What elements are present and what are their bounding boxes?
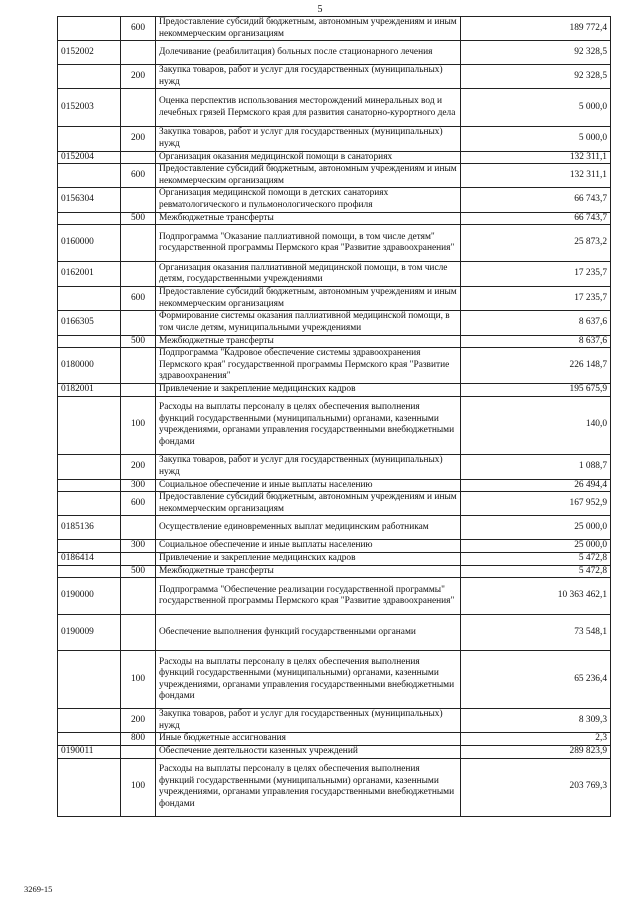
row-sum: 189 772,4 — [461, 17, 611, 41]
row-sum: 25 873,2 — [461, 225, 611, 262]
table-row — [58, 127, 611, 151]
row-code — [58, 651, 121, 709]
row-expense-type — [121, 578, 156, 615]
row-code: 0190011 — [58, 746, 121, 759]
row-code — [58, 733, 121, 746]
row-code: 0156304 — [58, 188, 121, 212]
table-row — [58, 733, 611, 746]
row-expense-type — [121, 384, 156, 397]
row-sum: 203 769,3 — [461, 758, 611, 816]
row-sum: 66 743,7 — [461, 188, 611, 212]
row-name: Долечивание (реабилитация) больных после стационарного лечения — [156, 41, 461, 65]
row-expense-type: 300 — [121, 540, 156, 553]
row-name: Организация оказания паллиативной медицинской помощи, в том числе детям, государственными учреждениями — [156, 262, 461, 287]
row-name: Предоставление субсидий бюджетным, автономным учреждениям и иным некоммерческим организациям — [156, 17, 461, 41]
table-row — [58, 578, 611, 615]
row-code — [58, 17, 121, 41]
table-row — [58, 516, 611, 540]
row-expense-type — [121, 746, 156, 759]
table-row — [58, 287, 611, 311]
row-sum: 140,0 — [461, 396, 611, 454]
row-expense-type: 100 — [121, 396, 156, 454]
row-name: Предоставление субсидий бюджетным, автономным учреждениям и иным некоммерческим организациям — [156, 287, 461, 311]
table-row — [58, 454, 611, 479]
row-sum: 25 000,0 — [461, 516, 611, 540]
row-code — [58, 454, 121, 479]
row-expense-type: 100 — [121, 651, 156, 709]
row-name: Подпрограмма "Обеспечение реализации государственной программы" государственной программы Пермского края "Развитие здравоохранения" — [156, 578, 461, 615]
table-row — [58, 335, 611, 348]
row-expense-type: 100 — [121, 758, 156, 816]
row-name: Предоставление субсидий бюджетным, автономным учреждениям и иным некоммерческим организациям — [156, 164, 461, 188]
table-row — [58, 651, 611, 709]
row-name: Привлечение и закрепление медицинских кадров — [156, 384, 461, 397]
row-code: 0152004 — [58, 151, 121, 164]
row-code — [58, 335, 121, 348]
row-code: 0182001 — [58, 384, 121, 397]
row-expense-type — [121, 89, 156, 127]
row-expense-type: 600 — [121, 287, 156, 311]
row-sum: 5 000,0 — [461, 127, 611, 151]
row-code: 0180000 — [58, 348, 121, 384]
row-name: Расходы на выплаты персоналу в целях обеспечения выполнения функций государственными (муниципальными) органами, казенными учреждениями, органами управления государственными внебюджетными фондами — [156, 758, 461, 816]
table-row — [58, 758, 611, 816]
table-row — [58, 553, 611, 566]
table-row — [58, 262, 611, 287]
row-name: Межбюджетные трансферты — [156, 335, 461, 348]
row-sum: 66 743,7 — [461, 212, 611, 225]
row-expense-type: 300 — [121, 479, 156, 492]
row-expense-type — [121, 553, 156, 566]
row-expense-type — [121, 151, 156, 164]
table-row — [58, 746, 611, 759]
row-code — [58, 65, 121, 89]
row-name: Организация оказания медицинской помощи в санаториях — [156, 151, 461, 164]
row-sum: 289 823,9 — [461, 746, 611, 759]
row-sum: 5 472,8 — [461, 565, 611, 578]
row-code: 0162001 — [58, 262, 121, 287]
row-code — [58, 127, 121, 151]
row-expense-type: 200 — [121, 127, 156, 151]
row-sum: 25 000,0 — [461, 540, 611, 553]
row-code: 0190009 — [58, 615, 121, 651]
row-code: 0186414 — [58, 553, 121, 566]
table-row — [58, 164, 611, 188]
row-name: Межбюджетные трансферты — [156, 212, 461, 225]
row-code: 0152003 — [58, 89, 121, 127]
row-code: 0185136 — [58, 516, 121, 540]
row-name: Закупка товаров, работ и услуг для государственных (муниципальных) нужд — [156, 127, 461, 151]
row-name: Социальное обеспечение и иные выплаты населению — [156, 540, 461, 553]
row-name: Осуществление единовременных выплат медицинским работникам — [156, 516, 461, 540]
row-code — [58, 212, 121, 225]
row-sum: 65 236,4 — [461, 651, 611, 709]
table-row — [58, 396, 611, 454]
row-expense-type — [121, 516, 156, 540]
row-code: 0152002 — [58, 41, 121, 65]
row-expense-type: 200 — [121, 709, 156, 733]
row-name: Закупка товаров, работ и услуг для государственных (муниципальных) нужд — [156, 709, 461, 733]
row-expense-type: 800 — [121, 733, 156, 746]
row-name: Привлечение и закрепление медицинских кадров — [156, 553, 461, 566]
row-code: 0166305 — [58, 311, 121, 335]
row-sum: 1 088,7 — [461, 454, 611, 479]
page-number: 5 — [317, 4, 323, 15]
row-code — [58, 492, 121, 516]
row-name: Закупка товаров, работ и услуг для государственных (муниципальных) нужд — [156, 454, 461, 479]
table-row — [58, 311, 611, 335]
row-code: 0190000 — [58, 578, 121, 615]
row-name: Подпрограмма "Кадровое обеспечение системы здравоохранения Пермского края" государственной программы Пермского края "Развитие здравоохранения" — [156, 348, 461, 384]
row-sum: 5 000,0 — [461, 89, 611, 127]
table-row — [58, 89, 611, 127]
row-name: Расходы на выплаты персоналу в целях обеспечения выполнения функций государственными (муниципальными) органами, казенными учреждениями, органами управления государственными внебюджетными фондами — [156, 651, 461, 709]
budget-table-body — [58, 17, 611, 817]
row-sum: 10 363 462,1 — [461, 578, 611, 615]
table-row — [58, 709, 611, 733]
row-code — [58, 479, 121, 492]
table-row — [58, 151, 611, 164]
row-code — [58, 396, 121, 454]
table-row — [58, 225, 611, 262]
row-expense-type: 500 — [121, 565, 156, 578]
table-row — [58, 540, 611, 553]
table-row — [58, 212, 611, 225]
row-sum: 8 637,6 — [461, 311, 611, 335]
row-name: Иные бюджетные ассигнования — [156, 733, 461, 746]
row-name: Предоставление субсидий бюджетным, автономным учреждениям и иным некоммерческим организациям — [156, 492, 461, 516]
row-sum: 92 328,5 — [461, 65, 611, 89]
row-name: Обеспечение выполнения функций государственными органами — [156, 615, 461, 651]
row-expense-type: 600 — [121, 164, 156, 188]
row-sum: 17 235,7 — [461, 287, 611, 311]
row-sum: 8 637,6 — [461, 335, 611, 348]
row-sum: 17 235,7 — [461, 262, 611, 287]
table-row — [58, 17, 611, 41]
row-expense-type — [121, 311, 156, 335]
row-sum: 5 472,8 — [461, 553, 611, 566]
row-sum: 195 675,9 — [461, 384, 611, 397]
table-row — [58, 65, 611, 89]
row-name: Обеспечение деятельности казенных учреждений — [156, 746, 461, 759]
row-code — [58, 164, 121, 188]
row-expense-type — [121, 262, 156, 287]
row-code — [58, 287, 121, 311]
row-name: Закупка товаров, работ и услуг для государственных (муниципальных) нужд — [156, 65, 461, 89]
row-name: Расходы на выплаты персоналу в целях обеспечения выполнения функций государственными (муниципальными) органами, казенными учреждениями, органами управления государственными внебюджетными фондами — [156, 396, 461, 454]
row-expense-type: 200 — [121, 65, 156, 89]
row-sum: 92 328,5 — [461, 41, 611, 65]
document-footer-code: 3269-15 — [24, 884, 53, 894]
row-expense-type: 600 — [121, 492, 156, 516]
row-name: Подпрограмма "Оказание паллиативной помощи, в том числе детям" государственной программы Пермского края "Развитие здравоохранения" — [156, 225, 461, 262]
row-name: Формирование системы оказания паллиативной медицинской помощи, в том числе детям, муниципальными учреждениями — [156, 311, 461, 335]
row-code — [58, 540, 121, 553]
row-sum: 132 311,1 — [461, 151, 611, 164]
row-sum: 8 309,3 — [461, 709, 611, 733]
row-sum: 2,3 — [461, 733, 611, 746]
row-expense-type — [121, 188, 156, 212]
row-expense-type: 500 — [121, 212, 156, 225]
table-row — [58, 615, 611, 651]
table-row — [58, 348, 611, 384]
row-expense-type: 600 — [121, 17, 156, 41]
row-name: Социальное обеспечение и иные выплаты населению — [156, 479, 461, 492]
row-expense-type: 200 — [121, 454, 156, 479]
row-name: Оценка перспектив использования месторождений минеральных вод и лечебных грязей Пермского края для развития санаторно-курортного дела — [156, 89, 461, 127]
row-code: 0160000 — [58, 225, 121, 262]
table-row — [58, 479, 611, 492]
row-code — [58, 758, 121, 816]
table-row — [58, 565, 611, 578]
row-sum: 132 311,1 — [461, 164, 611, 188]
row-expense-type: 500 — [121, 335, 156, 348]
row-expense-type — [121, 615, 156, 651]
table-row — [58, 41, 611, 65]
row-sum: 226 148,7 — [461, 348, 611, 384]
row-sum: 73 548,1 — [461, 615, 611, 651]
row-code — [58, 709, 121, 733]
row-name: Организация медицинской помощи в детских санаториях ревматологического и пульмонологического профиля — [156, 188, 461, 212]
row-sum: 26 494,4 — [461, 479, 611, 492]
row-expense-type — [121, 225, 156, 262]
table-row — [58, 384, 611, 397]
row-name: Межбюджетные трансферты — [156, 565, 461, 578]
table-row — [58, 492, 611, 516]
row-expense-type — [121, 348, 156, 384]
row-sum: 167 952,9 — [461, 492, 611, 516]
row-code — [58, 565, 121, 578]
budget-table — [57, 16, 611, 817]
row-expense-type — [121, 41, 156, 65]
table-row — [58, 188, 611, 212]
